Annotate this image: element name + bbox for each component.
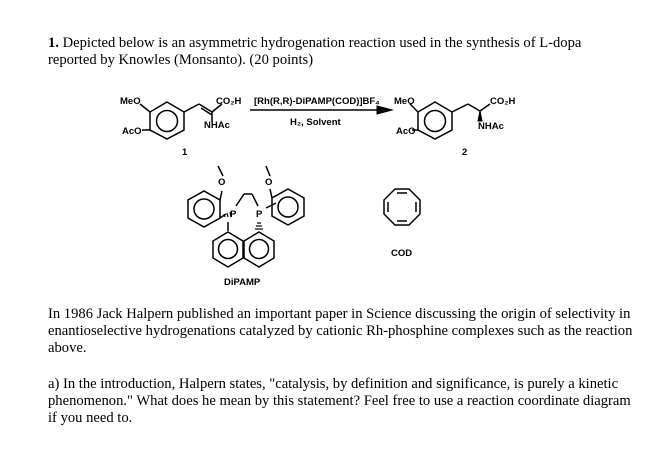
dipamp-oxygen-left: O [218, 177, 226, 188]
dipamp-phosphorus-left: P [230, 209, 237, 220]
product-stereo-wedge [478, 111, 482, 121]
product-amide-label: NHAc [478, 121, 504, 132]
reactant-compound-number: 1 [182, 147, 188, 158]
catalyst-label: [Rh(R,R)-DiPAMP(COD)]BF₄ [254, 96, 380, 107]
product-methoxy-label: MeO [394, 96, 415, 107]
question-number: 1. [48, 35, 59, 51]
product-benzene-ring [418, 102, 452, 139]
product-acetoxy-label: AcO [396, 126, 416, 137]
dipamp-anisyl-ring-right [272, 189, 304, 225]
dipamp-oxygen-right: O [265, 177, 273, 188]
reactant-methoxy-label: MeO [120, 96, 141, 107]
product-aromatic-circle [425, 111, 446, 132]
dipamp-name-label: DiPAMP [224, 277, 261, 288]
cod-ring [384, 189, 420, 225]
dipamp-structure [188, 166, 304, 267]
question-line-2: reported by Knowles (Monsanto). (20 points) [48, 52, 314, 68]
reactant-amide-label: NHAc [204, 120, 230, 131]
product-acid-label: CO₂H [490, 96, 516, 107]
reactant-acid-label: CO₂H [216, 96, 242, 107]
part-a-question: a) In the introduction, Halpern states, "catalysis, by definition and significance, is purely a kinetic phenomenon." What does he mean by this statement? Feel free to use a reaction coordinate diagram if you need to. [48, 376, 631, 426]
dipamp-phosphorus-right: P [256, 209, 263, 220]
reactant-benzene-ring [150, 102, 184, 139]
dipamp-phenyl-ring-right [244, 232, 274, 267]
reaction-arrow [250, 106, 392, 114]
question-line-1: Depicted below is an asymmetric hydrogenation reaction used in the synthesis of L-dopa [62, 35, 582, 51]
cod-structure [384, 189, 420, 225]
dipamp-anisyl-ring-left [188, 191, 220, 227]
conditions-label: H₂, Solvent [290, 117, 341, 128]
reactant-aromatic-circle [157, 111, 178, 132]
halpern-paragraph: In 1986 Jack Halpern published an important paper in Science discussing the origin of selectivity in enantioselective hydrogenations catalyzed by cationic Rh-phosphine complexes such as the reaction above. [48, 306, 633, 356]
cod-name-label: COD [391, 248, 413, 259]
product-compound-number: 2 [462, 147, 468, 158]
dipamp-phenyl-ring-left [213, 232, 243, 267]
reactant-acetoxy-label: AcO [122, 126, 142, 137]
